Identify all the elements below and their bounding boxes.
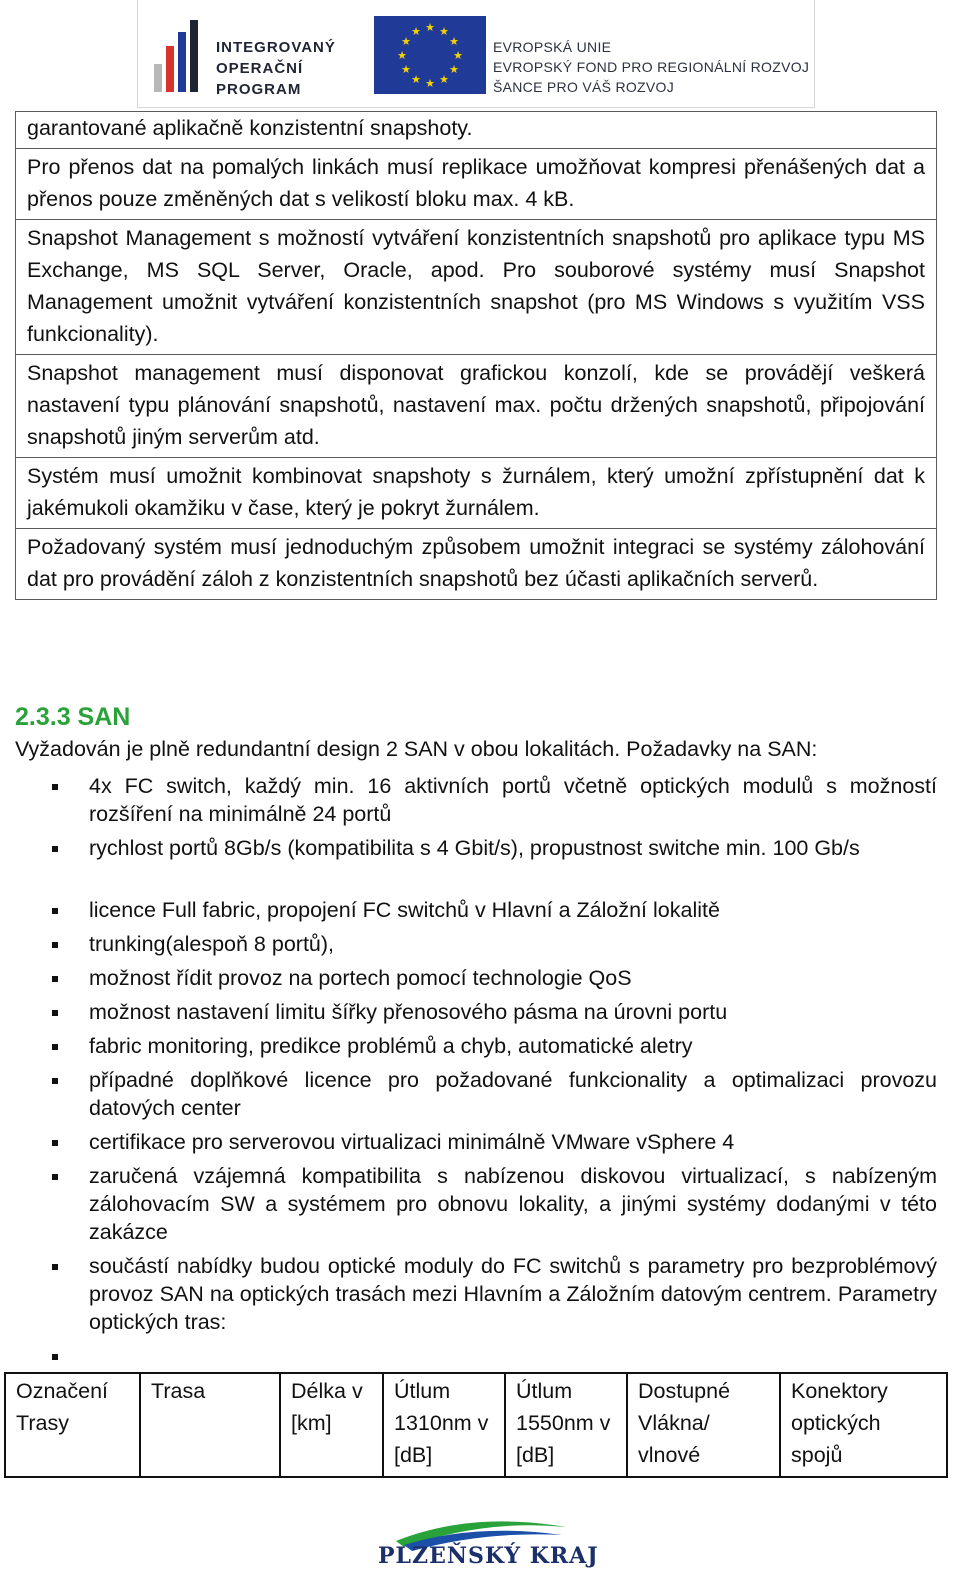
- requirements-bullet-list: [0, 772, 960, 1366]
- column-header: Dostupné Vlákna/ vlnové: [627, 1373, 780, 1477]
- list-item: [0, 964, 960, 998]
- svg-text:★: ★: [411, 73, 421, 86]
- svg-text:★: ★: [439, 25, 449, 38]
- svg-text:★: ★: [449, 35, 459, 48]
- list-item-text: trunking(alespoň 8 portů),: [89, 932, 335, 956]
- list-item: [0, 834, 960, 896]
- column-header: Označení Trasy: [5, 1373, 140, 1477]
- list-item: [0, 998, 960, 1032]
- table-row: [16, 220, 937, 355]
- list-item: [0, 1066, 960, 1128]
- svg-text:★: ★: [425, 77, 435, 90]
- svg-text:★: ★: [449, 63, 459, 76]
- bullet-icon: [52, 784, 58, 790]
- requirement-cell: Pro přenos dat na pomalých linkách musí replikace umožňovat kompresi přenášených dat a přenos pouze změněných dat s velikostí bloku max. 4 kB.: [16, 149, 937, 220]
- section-title: 2.3.3 SAN: [15, 703, 131, 731]
- list-item: [0, 772, 960, 834]
- column-header: Útlum 1310nm v [dB]: [383, 1373, 505, 1477]
- bullet-icon: [52, 1078, 58, 1084]
- requirement-cell: Systém musí umožnit kombinovat snapshoty s žurnálem, který umožní zpřístupnění dat k jakémukoli okamžiku v čase, který je pokryt žurnálem.: [16, 458, 937, 529]
- io-logo-text: [216, 37, 336, 100]
- svg-text:★: ★: [439, 73, 449, 86]
- list-item-text: součástí nabídky budou optické moduly do FC switchů s parametry pro bezproblémový provoz SAN na optických trasách mezi Hlavním a Záložním datovým centrem. Parametry optických tras:: [89, 1254, 937, 1334]
- list-item-text: případné doplňkové licence pro požadované funkcionality a optimalizaci provozu datových center: [89, 1068, 937, 1120]
- svg-text:★: ★: [401, 35, 411, 48]
- list-item-text: zaručená vzájemná kompatibilita s nabízenou diskovou virtualizací, s nabízeným zálohovacím SW a systémem pro obnovu lokality, a jinými systémy dodanými v této zakázce: [89, 1164, 937, 1244]
- list-item-text: certifikace pro serverovou virtualizaci minimálně VMware vSphere 4: [89, 1130, 735, 1154]
- bullet-icon: [52, 1264, 58, 1270]
- column-header: Konektory optických spojů: [780, 1373, 947, 1477]
- svg-text:★: ★: [397, 49, 407, 62]
- eu-logo-line: EVROPSKÁ UNIE: [493, 39, 612, 55]
- list-item: [0, 1252, 960, 1342]
- table-row: [16, 458, 937, 529]
- io-logo-line: OPERAČNÍ: [216, 60, 304, 77]
- list-item: [0, 896, 960, 930]
- io-logo-line: PROGRAM: [216, 81, 302, 98]
- table-row: [16, 149, 937, 220]
- requirement-cell: Snapshot management musí disponovat grafickou konzolí, kde se provádějí veškerá nastavení typu plánování snapshotů, nastavení max. počtu držených snapshotů, připojování snapshotů jiným serverům atd.: [16, 355, 937, 458]
- list-item-text: rychlost portů 8Gb/s (kompatibilita s 4 Gbit/s), propustnost switche min. 100 Gb/s: [89, 836, 860, 860]
- column-header: Trasa: [140, 1373, 280, 1477]
- svg-text:★: ★: [411, 25, 421, 38]
- list-item: [0, 1128, 960, 1162]
- eu-logo-text: [493, 37, 809, 97]
- list-item-text: 4x FC switch, každý min. 16 aktivních portů včetně optických modulů s možností rozšíření na minimálně 24 portů: [89, 774, 937, 826]
- requirements-table: [15, 111, 937, 600]
- bullet-icon: [52, 846, 58, 852]
- svg-text:★: ★: [401, 63, 411, 76]
- table-row: [16, 529, 937, 600]
- eu-flag-icon: [374, 16, 486, 94]
- optical-routes-table: [4, 1372, 948, 1478]
- bullet-icon: [52, 976, 58, 982]
- svg-text:★: ★: [425, 21, 435, 34]
- eu-logo-line: ŠANCE PRO VÁŠ ROZVOJ: [493, 79, 675, 95]
- list-item-text: možnost řídit provoz na portech pomocí technologie QoS: [89, 966, 632, 990]
- bullet-icon: [52, 908, 58, 914]
- page-header: [137, 0, 815, 108]
- column-header: Útlum 1550nm v [dB]: [505, 1373, 627, 1477]
- bullet-icon: [52, 1010, 58, 1016]
- svg-text:★: ★: [453, 49, 463, 62]
- io-logo-line: INTEGROVANÝ: [216, 39, 336, 56]
- list-item: [0, 1342, 960, 1366]
- eu-logo-line: EVROPSKÝ FOND PRO REGIONÁLNÍ ROZVOJ: [493, 59, 810, 75]
- list-item-text: fabric monitoring, predikce problémů a chyb, automatické aletry: [89, 1034, 693, 1058]
- table-row: [16, 112, 937, 149]
- requirement-cell: Snapshot Management s možností vytváření konzistentních snapshotů pro aplikace typu MS Exchange, MS SQL Server, Oracle, apod. Pro souborové systémy musí Snapshot Management umožnit vytváření konzistentních snapshot (pro MS Windows s využitím VSS funkcionality).: [16, 220, 937, 355]
- column-header: Délka v [km]: [280, 1373, 383, 1477]
- list-item-text: licence Full fabric, propojení FC switchů v Hlavní a Záložní lokalitě: [89, 898, 720, 922]
- requirement-cell: Požadovaný systém musí jednoduchým způsobem umožnit integraci se systémy zálohování dat pro provádění záloh z konzistentních snapshotů bez účasti aplikačních serverů.: [16, 529, 937, 600]
- section-intro: Vyžadován je plně redundantní design 2 SAN v obou lokalitách. Požadavky na SAN:: [15, 737, 818, 761]
- requirement-cell: garantované aplikačně konzistentní snapshoty.: [16, 112, 937, 149]
- footer-logo-text: PLZEŇSKÝ KRAJ: [378, 1543, 599, 1569]
- table-row: [16, 355, 937, 458]
- bullet-icon: [52, 1044, 58, 1050]
- bullet-icon: [52, 942, 58, 948]
- list-item-text: možnost nastavení limitu šířky přenosového pásma na úrovni portu: [89, 1000, 728, 1024]
- bullet-icon: [52, 1354, 58, 1360]
- bullet-icon: [52, 1174, 58, 1180]
- list-item: [0, 1162, 960, 1252]
- integrovany-program-logo-icon: [154, 20, 198, 92]
- list-item: [0, 1032, 960, 1066]
- list-item: [0, 930, 960, 964]
- bullet-icon: [52, 1140, 58, 1146]
- table-header-row: [5, 1373, 947, 1477]
